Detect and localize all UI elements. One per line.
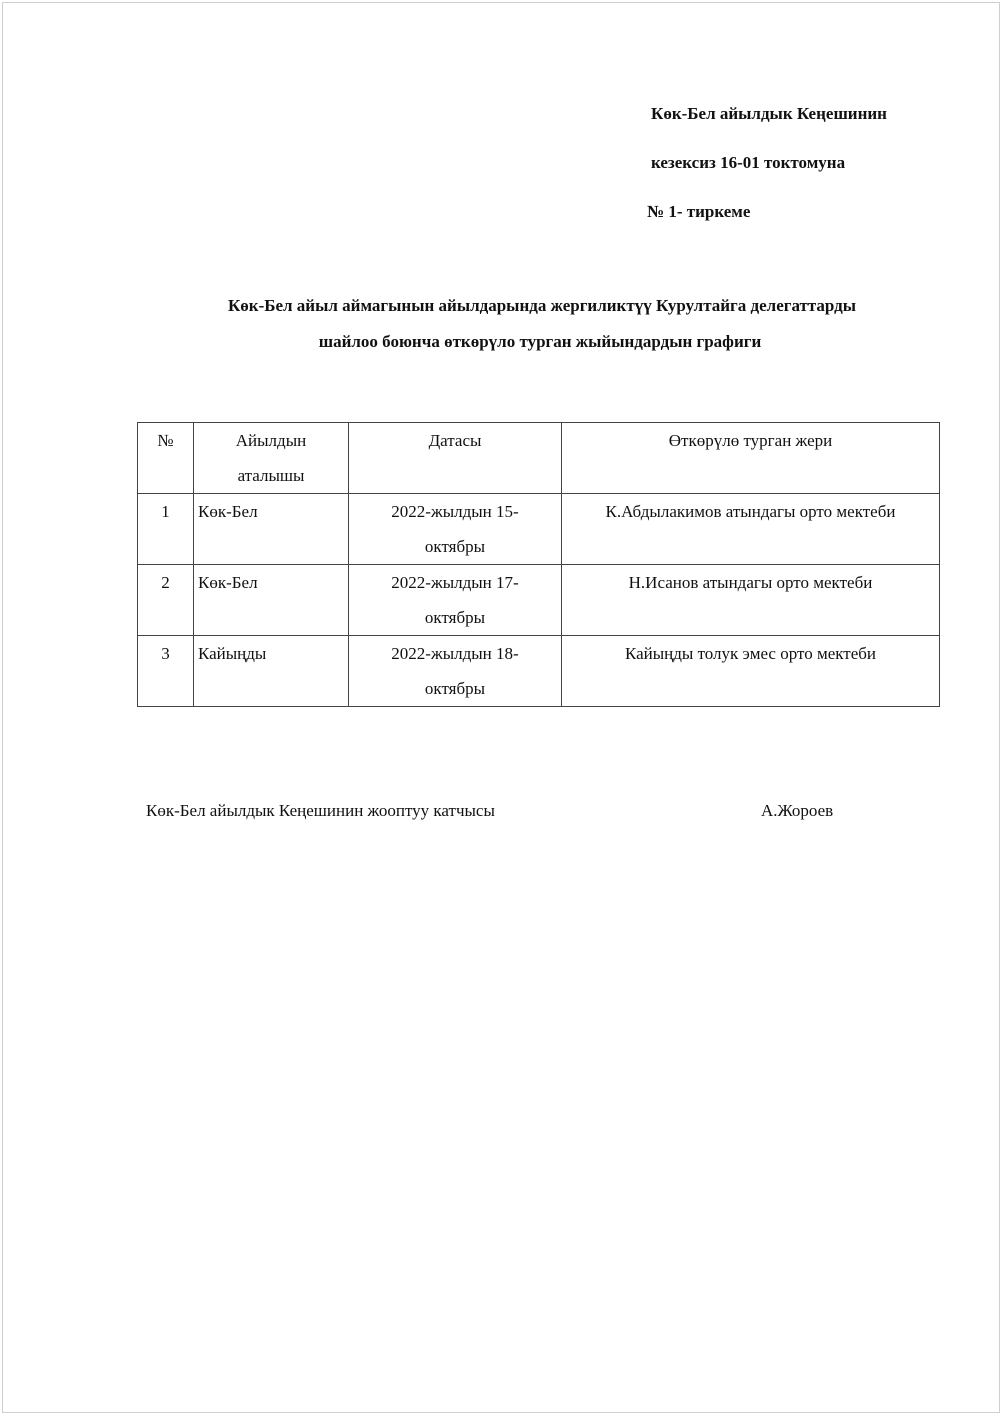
- row-date: [349, 494, 562, 565]
- table-header-row: [138, 423, 940, 494]
- header-village-name-line1: Айылдын: [235, 431, 307, 450]
- row-village: Көк-Бел: [194, 565, 349, 636]
- row-place: К.Абдылакимов атындагы орто мектеби: [562, 494, 940, 565]
- table-row: [138, 494, 940, 565]
- row-date-line1: 2022-жылдын 17-: [391, 573, 519, 592]
- row-place: Кайыңды толук эмес орто мектеби: [562, 636, 940, 707]
- header-place: Өткөрүлө турган жери: [562, 423, 940, 494]
- row-date-line1: 2022-жылдын 15-: [391, 502, 519, 521]
- header-village-name: [194, 423, 349, 494]
- row-number: 3: [138, 636, 194, 707]
- table-row: [138, 636, 940, 707]
- row-village: Көк-Бел: [194, 494, 349, 565]
- row-number: 2: [138, 565, 194, 636]
- signature-name: А.Жороев: [761, 801, 834, 820]
- row-date-line1: 2022-жылдын 18-: [391, 644, 519, 663]
- row-village: Кайыңды: [194, 636, 349, 707]
- document-title-line1: Көк-Бел айыл аймагынын айылдарында жергиликтүү Курултайга делегаттарды: [227, 296, 857, 315]
- row-place: Н.Исанов атындагы орто мектеби: [562, 565, 940, 636]
- row-date: [349, 565, 562, 636]
- header-council: Көк-Бел айылдык Кеңешинин: [651, 104, 887, 123]
- header-appendix: № 1- тиркеме: [647, 202, 751, 221]
- header-number: №: [138, 423, 194, 494]
- row-date: [349, 636, 562, 707]
- row-date-line2: октябры: [424, 679, 486, 698]
- row-date-line2: октябры: [424, 537, 486, 556]
- signature-position: Көк-Бел айылдык Кеңешинин жооптуу катчысы: [146, 801, 495, 820]
- document-title-line2: шайлоо боюнча өткөрүло турган жыйындардын графиги: [318, 332, 762, 351]
- row-date-line2: октябры: [424, 608, 486, 627]
- schedule-table: [137, 422, 940, 707]
- header-village-name-line2: аталышы: [237, 466, 305, 485]
- table-row: [138, 565, 940, 636]
- header-date: Датасы: [349, 423, 562, 494]
- header-resolution: кезексиз 16-01 токтомуна: [651, 153, 846, 172]
- row-number: 1: [138, 494, 194, 565]
- document-page: [2, 2, 1000, 1413]
